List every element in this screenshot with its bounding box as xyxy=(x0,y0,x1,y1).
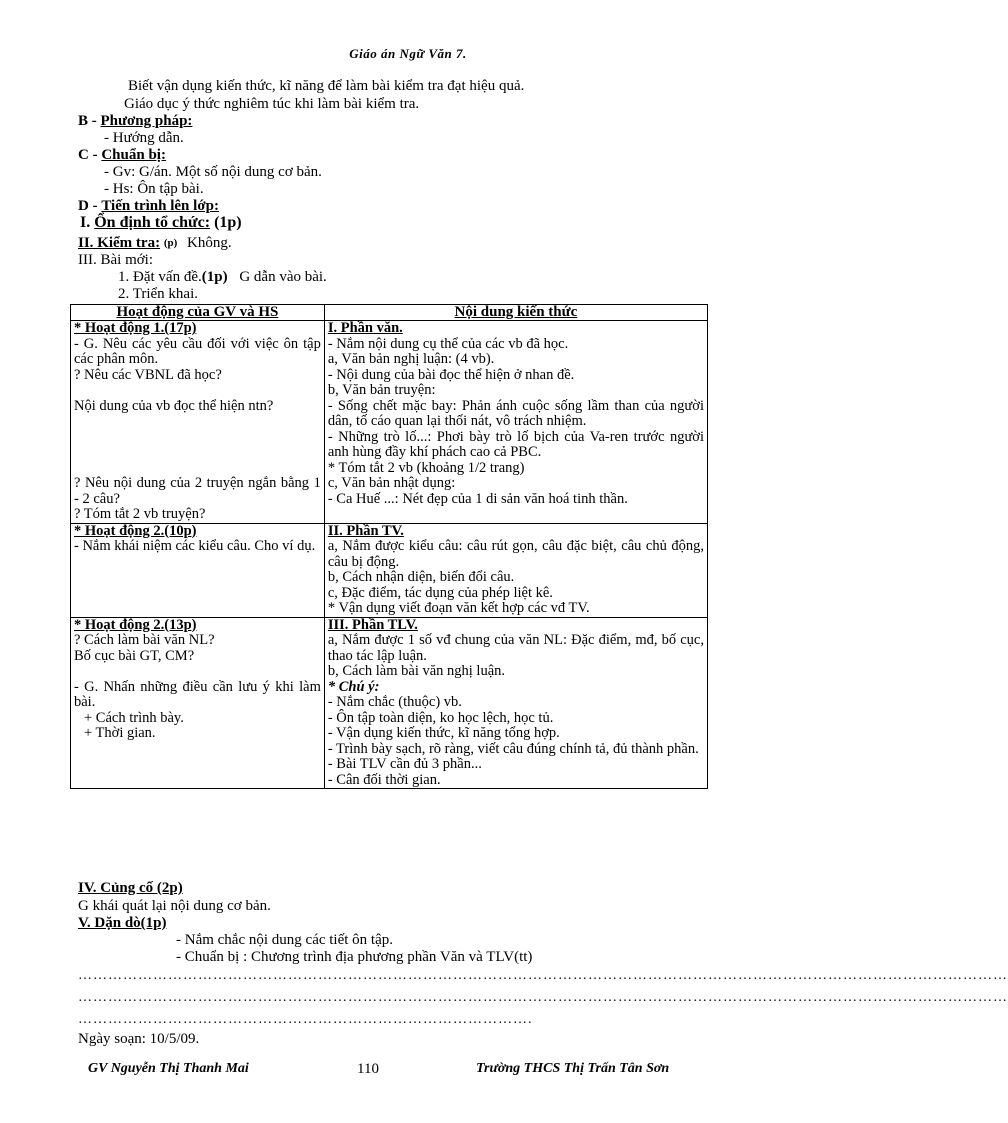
section-i: I. Ổn định tổ chức: (1p) xyxy=(80,214,242,231)
page-header: Giáo án Ngữ Văn 7. xyxy=(349,46,467,61)
dotted-line-2: …………………………………………………………………………………………………………………………………………………………………… xyxy=(78,990,1008,1005)
section-d: D - Tiến trình lên lớp: xyxy=(78,198,219,214)
row3-right: III. Phần TLV. a, Nắm được 1 số vđ chung của văn NL: Đặc điểm, mđ, bố cục, thao tác lập luận. b, Cách làm bài văn nghị luận. * Chú ý: - Nắm chắc (thuộc) vb. - Ôn tập toàn diện, ko học lệch, học tủ. - Vận dụng kiến thức, kĩ năng tổng hợp. - Trình bày sạch, rõ ràng, viết câu đúng chính tả, đủ thành phần. - Bài TLV cần đủ 3 phần... - Cân đối thời gian. xyxy=(324,617,707,789)
dotted-line-1: …………………………………………………………………………………………………………………………………………………………………… xyxy=(78,968,1008,983)
row1-right: I. Phần văn. - Nắm nội dung cụ thể của các vb đã học. a, Văn bản nghị luận: (4 vb). - Nội dung của bài đọc thể hiện ở nhan đề. b, Văn bản truyện: - Sống chết mặc bay: Phản ánh cuộc sống lầm than của người dân, tố cáo quan lại thối nát, vô trách nhiệm. - Những trò lố...: Phơi bày trò lố bịch của Va-ren trước người anh hùng đầy khí phách cao cả PBC. * Tóm tắt 2 vb (khoảng 1/2 trang) c, Văn bản nhật dụng: - Ca Huế ...: Nét đẹp của 1 di sản văn hoá tinh thần. xyxy=(324,321,707,524)
page-number: 110 xyxy=(357,1061,379,1077)
row1-left: * Hoạt động 1.(17p) - G. Nêu các yêu cầu đối với việc ôn tập các phân môn. ? Nêu các VBNL đã học? Nội dung của vb đọc thể hiện ntn? ? Nêu nội dung của 2 truyện ngắn bằng 1 - 2 câu? ? Tóm tắt 2 vb truyện? xyxy=(71,321,325,524)
section-ii: II. Kiểm tra: $^{(p)}$ Không. xyxy=(78,235,232,251)
section-iv-text: G khái quát lại nội dung cơ bản. xyxy=(78,898,271,914)
lesson-table xyxy=(70,304,708,789)
dotted-line-3: ………………………………………………………………………………. xyxy=(78,1012,533,1027)
footer-school: Trường THCS Thị Trấn Tân Sơn xyxy=(476,1061,670,1076)
intro-line-2: Giáo dục ý thức nghiêm túc khi làm bài kiểm tra. xyxy=(124,96,420,112)
footer-author: GV Nguyễn Thị Thanh Mai xyxy=(88,1061,249,1076)
table-row xyxy=(71,321,708,524)
section-c-item-2: - Hs: Ôn tập bài. xyxy=(104,181,204,197)
section-c: C - Chuẩn bị: xyxy=(78,147,166,163)
row3-left: * Hoạt động 2.(13p) ? Cách làm bài văn NL? Bố cục bài GT, CM? - G. Nhấn những điều cần lưu ý khi làm bài. + Cách trình bày. + Thời gian. xyxy=(71,617,325,789)
date-line: Ngày soạn: 10/5/09. xyxy=(78,1031,200,1047)
section-v-item-2: - Chuẩn bị : Chương trình địa phương phần Văn và TLV(tt) xyxy=(176,949,533,965)
section-v-item-1: - Nắm chắc nội dung các tiết ôn tập. xyxy=(176,932,394,948)
section-b-item: - Hướng dẫn. xyxy=(104,130,184,146)
section-v-title: V. Dặn dò(1p) xyxy=(78,915,167,931)
section-iii-item-1: 1. Đặt vấn đề.(1p) G dẫn vào bài. xyxy=(118,269,327,285)
section-iv-title: IV. Củng cố (2p) xyxy=(78,880,183,896)
section-c-item-1: - Gv: G/án. Một số nội dung cơ bản. xyxy=(104,164,322,180)
intro-line-1: Biết vận dụng kiến thức, kĩ năng để làm bài kiểm tra đạt hiệu quả. xyxy=(128,78,525,94)
section-iii: III. Bài mới: xyxy=(78,252,153,268)
section-iii-item-2: 2. Triển khai. xyxy=(118,286,199,302)
table-row xyxy=(71,617,708,789)
section-b: B - Phương pháp: xyxy=(78,113,193,129)
table-row xyxy=(71,523,708,617)
row2-left: * Hoạt động 2.(10p) - Nắm khái niệm các kiểu câu. Cho ví dụ. xyxy=(71,523,325,617)
table-header-right: Nội dung kiến thức xyxy=(324,305,707,321)
table-header-left: Hoạt động của GV và HS xyxy=(71,305,325,321)
row2-right: II. Phần TV. a, Nắm được kiểu câu: câu rút gọn, câu đặc biệt, câu chủ động, câu bị động. b, Cách nhận diện, biến đổi câu. c, Đặc điểm, tác dụng của phép liệt kê. * Vận dụng viết đoạn văn kết hợp các vđ TV. xyxy=(324,523,707,617)
